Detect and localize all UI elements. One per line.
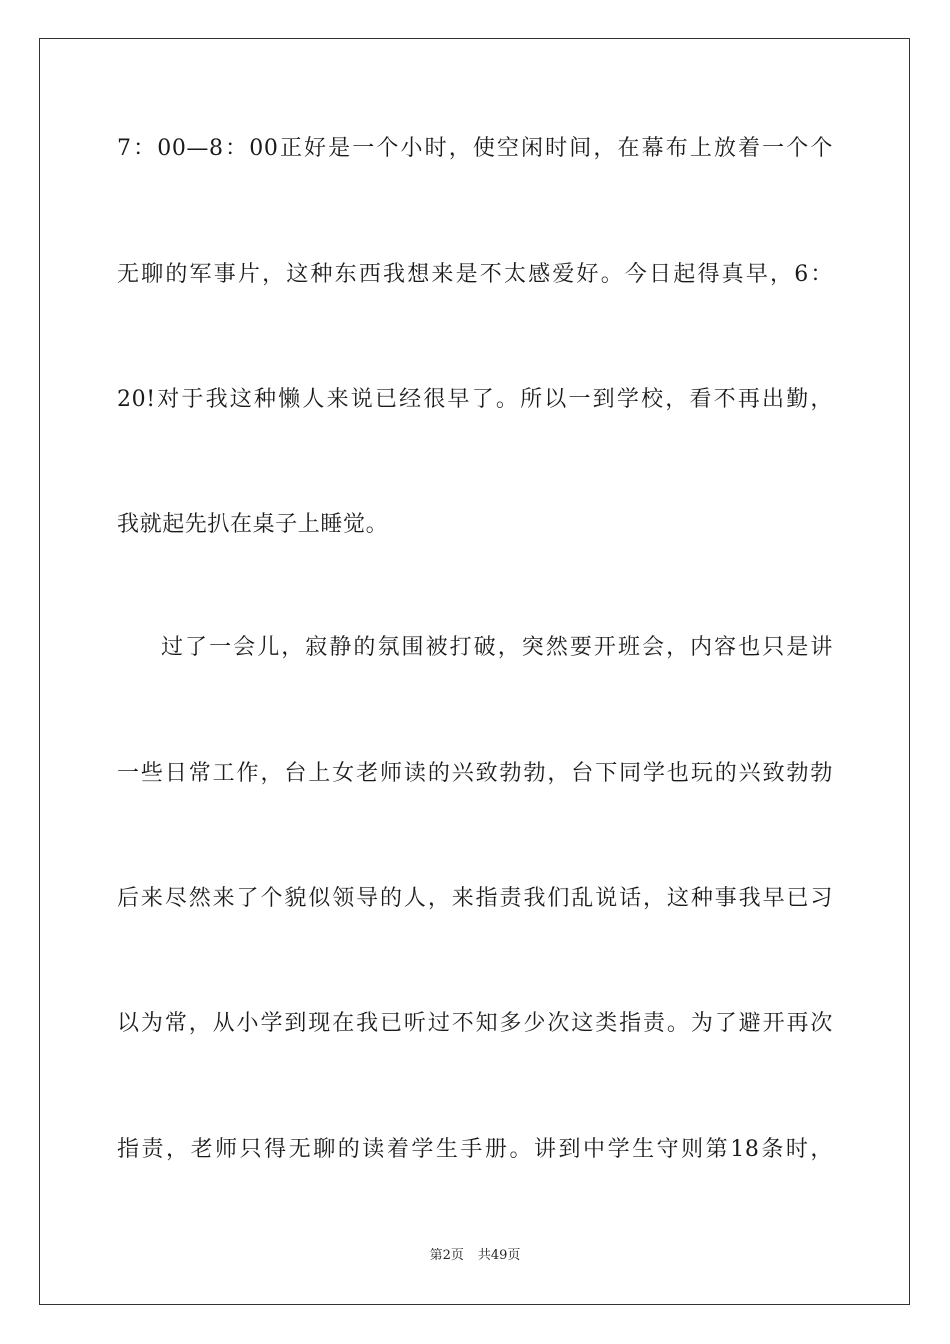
page-footer	[0, 1248, 950, 1264]
text-line: 指责，老师只得无聊的读着学生手册。讲到中学生守则第18条时，	[117, 1137, 833, 1162]
text-line: 以为常，从小学到现在我已听过不知多少次这类指责。为了避开再次	[117, 1011, 833, 1036]
page-border	[39, 38, 910, 1305]
page-total: 共49页	[477, 1248, 521, 1263]
text-line: 7：00—8：00正好是一个小时，使空闲时间，在幕布上放着一个个	[117, 136, 833, 161]
text-line: 一些日常工作，台上女老师读的兴致勃勃，台下同学也玩的兴致勃勃	[117, 761, 833, 786]
text-line: 后来尽然来了个貌似领导的人，来指责我们乱说话，这种事我早已习	[117, 886, 833, 911]
text-line: 我就起先扒在桌子上睡觉。	[117, 512, 389, 537]
text-line: 20!对于我这种懒人来说已经很早了。所以一到学校，看不再出勤，	[117, 387, 833, 412]
text-line: 无聊的军事片，这种东西我想来是不太感爱好。今日起得真早，6：	[117, 262, 833, 287]
paragraph-first-line: 过了一会儿，寂静的氛围被打破，突然要开班会，内容也只是讲	[161, 635, 833, 660]
page-number: 第2页	[429, 1248, 464, 1263]
